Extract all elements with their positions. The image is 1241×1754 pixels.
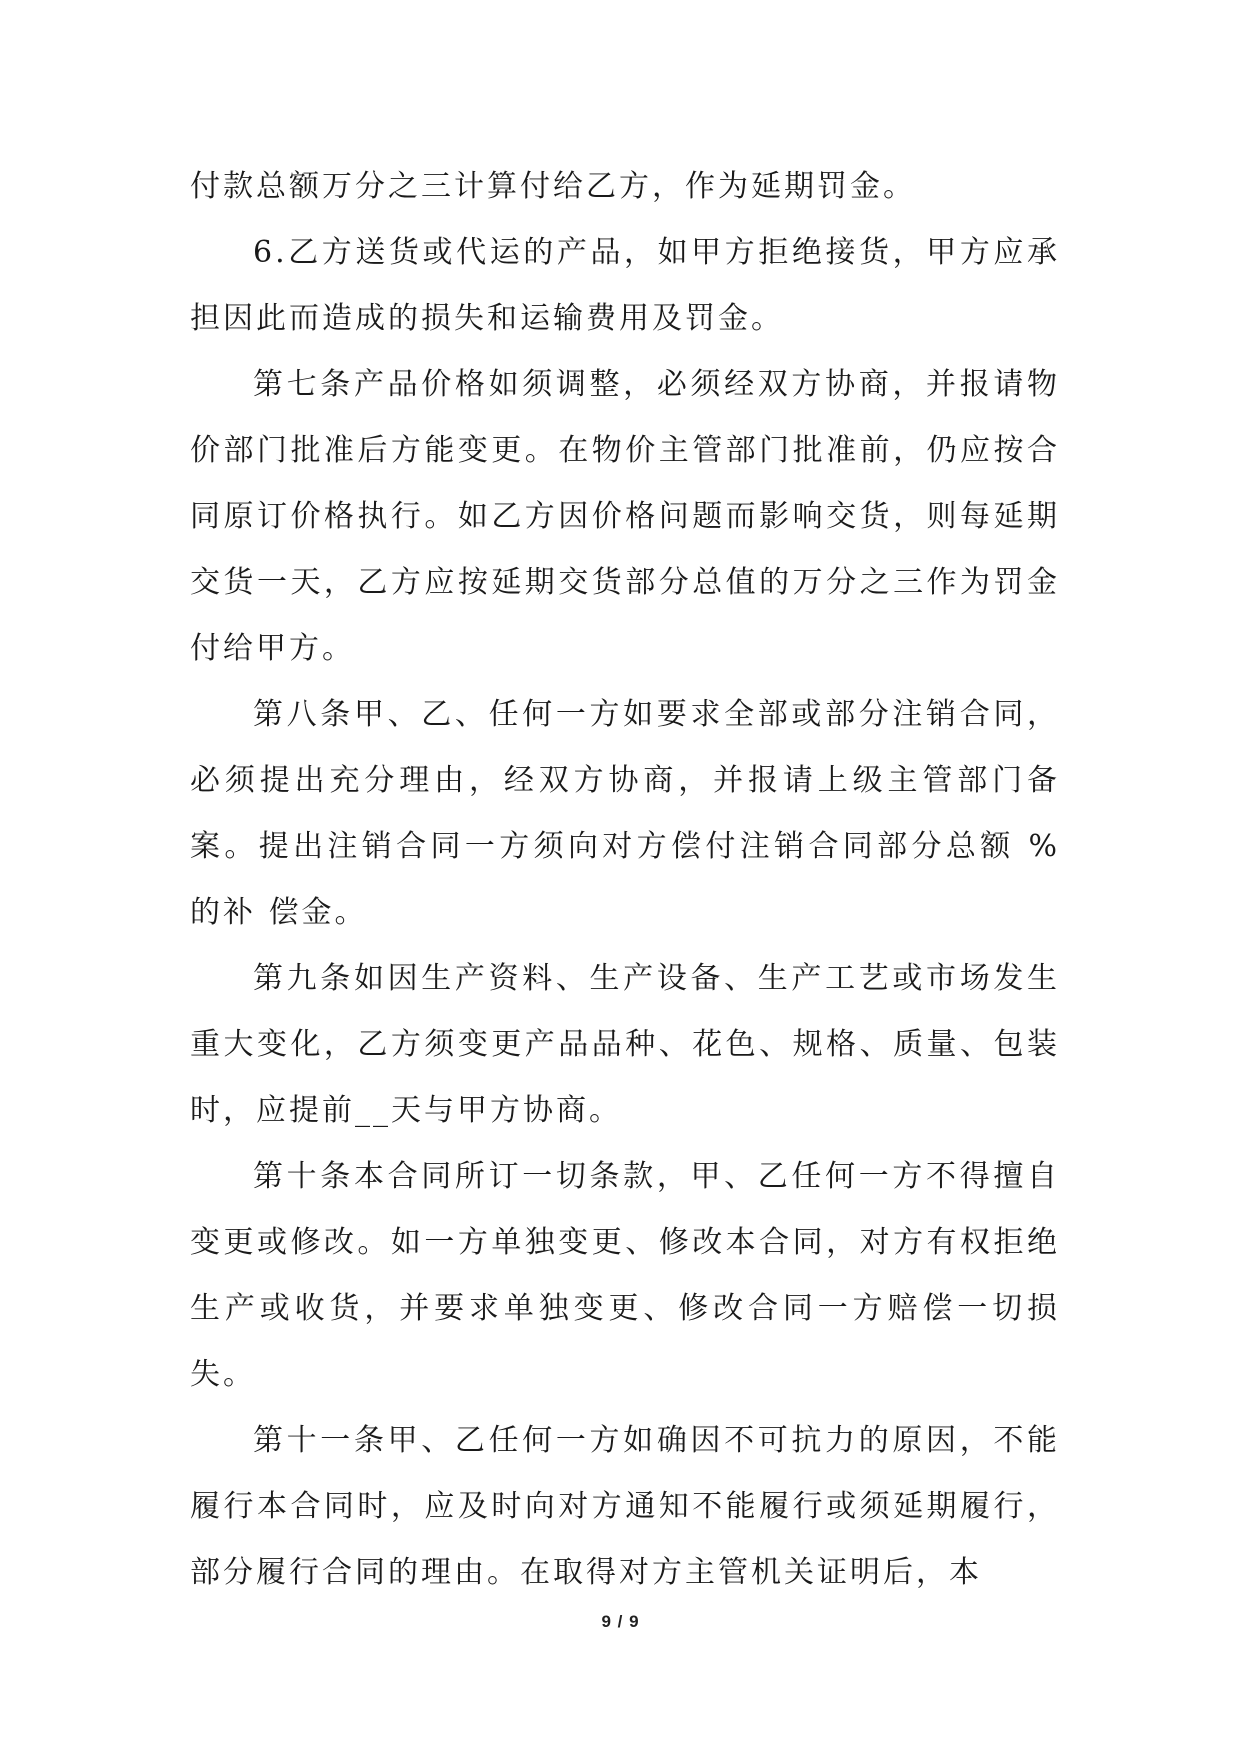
paragraph-6: 第十条本合同所订一切条款，甲、乙任何一方不得擅自变更或修改。如一方单独变更、修改本合同，对方有权拒绝生产或收货，并要求单独变更、修改合同一方赔偿一切损失。 — [190, 1159, 1060, 1392]
page-number: 9 / 9 — [601, 1612, 640, 1631]
document-body — [190, 154, 1060, 1606]
paragraph-1: 付款总额万分之三计算付给乙方，作为延期罚金。 — [190, 169, 916, 204]
paragraph-3: 第七条产品价格如须调整，必须经双方协商，并报请物价部门批准后方能变更。在物价主管部门批准前，仍应按合同原订价格执行。如乙方因价格问题而影响交货，则每延期交货一天，乙方应按延期交货部分总值的万分之三作为罚金付给甲方。 — [190, 367, 1060, 666]
paragraph-7: 第十一条甲、乙任何一方如确因不可抗力的原因，不能履行本合同时，应及时向对方通知不能履行或须延期履行，部分履行合同的理由。在取得对方主管机关证明后，本 — [190, 1423, 1060, 1590]
paragraph-2: 6.乙方送货或代运的产品，如甲方拒绝接货，甲方应承担因此而造成的损失和运输费用及罚金。 — [190, 235, 1060, 336]
paragraph-4: 第八条甲、乙、任何一方如要求全部或部分注销合同，必须提出充分理由，经双方协商，并报请上级主管部门备案。提出注销合同一方须向对方偿付注销合同部分总额 % 的补 偿金。 — [190, 697, 1060, 930]
paragraph-5: 第九条如因生产资料、生产设备、生产工艺或市场发生重大变化，乙方须变更产品品种、花色、规格、质量、包装时，应提前__天与甲方协商。 — [190, 961, 1060, 1128]
